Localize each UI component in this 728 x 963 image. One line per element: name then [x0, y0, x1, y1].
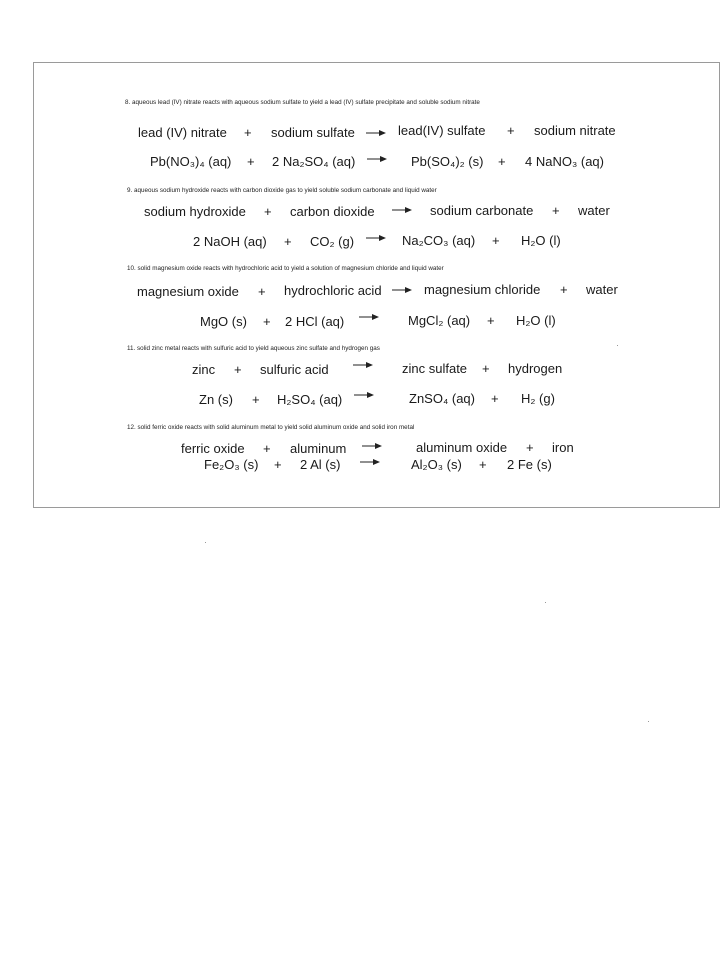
p8-formula-plus-1: + [247, 154, 255, 169]
problem-12-title: 12. solid ferric oxide reacts with solid aluminum metal to yield solid aluminum oxide and solid iron metal [127, 424, 415, 431]
p12-word-product-1: aluminum oxide [416, 440, 508, 455]
p9-formula-reactant-2: CO₂ (g) [310, 234, 355, 249]
p11-word-product-2: hydrogen [508, 361, 563, 376]
p8-formula-reactant-2: 2 Na₂SO₄ (aq) [272, 154, 356, 169]
p11-formula-reactant-1: Zn (s) [199, 392, 233, 407]
p10-formula-arrow-icon [359, 312, 379, 322]
problem-8-title: 8. aqueous lead (IV) nitrate reacts with aqueous sodium sulfate to yield a lead (IV) sulfate precipitate and soluble sodium nitrate [125, 99, 480, 106]
p11-formula-reactant-2: H₂SO₄ (aq) [277, 392, 343, 407]
p11-word-reactant-2: sulfuric acid [260, 362, 329, 377]
p9-formula-plus-2: + [492, 233, 500, 248]
p10-formula-product-1: MgCl₂ (aq) [408, 313, 471, 328]
p12-formula-arrow-icon [360, 457, 380, 467]
p9-formula-arrow-icon [366, 233, 386, 243]
p10-word-arrow-icon [392, 285, 412, 295]
p11-word-product-1: zinc sulfate [402, 361, 468, 376]
p9-formula-product-2: H₂O (l) [521, 233, 561, 248]
scan-speck [617, 345, 618, 346]
p8-formula-plus-2: + [498, 154, 506, 169]
p12-word-product-2: iron [552, 440, 574, 455]
p10-word-plus-1: + [258, 284, 266, 299]
p11-formula-product-1: ZnSO₄ (aq) [409, 391, 475, 406]
p8-word-product-1: lead(IV) sulfate [398, 123, 486, 138]
scan-speck [545, 602, 546, 603]
p11-word-plus-1: + [234, 362, 242, 377]
p9-formula-plus-1: + [284, 234, 292, 249]
p11-word-plus-2: + [482, 361, 490, 376]
problem-9-title: 9. aqueous sodium hydroxide reacts with carbon dioxide gas to yield soluble sodium carbonate and liquid water [127, 187, 437, 194]
p9-word-reactant-1: sodium hydroxide [144, 204, 246, 219]
p8-formula-arrow-icon [367, 154, 387, 164]
p9-word-reactant-2: carbon dioxide [290, 204, 375, 219]
p12-formula-reactant-2: 2 Al (s) [300, 457, 341, 472]
p10-word-reactant-1: magnesium oxide [137, 284, 239, 299]
p10-word-plus-2: + [560, 282, 568, 297]
p12-word-plus-1: + [263, 441, 271, 456]
p9-word-plus-2: + [552, 203, 560, 218]
p8-formula-reactant-1: Pb(NO₃)₄ (aq) [150, 154, 232, 169]
scan-speck [648, 721, 649, 722]
p12-formula-product-1: Al₂O₃ (s) [411, 457, 462, 472]
p12-word-reactant-2: aluminum [290, 441, 347, 456]
p8-word-product-2: sodium nitrate [534, 123, 616, 138]
p8-word-reactant-2: sodium sulfate [271, 125, 355, 140]
p10-word-product-2: water [586, 282, 618, 297]
problem-11-title: 11. solid zinc metal reacts with sulfuric acid to yield aqueous zinc sulfate and hydrogen gas [127, 345, 380, 352]
p11-formula-arrow-icon [354, 390, 374, 400]
p8-word-arrow-icon [366, 128, 386, 138]
p8-word-reactant-1: lead (IV) nitrate [138, 125, 227, 140]
p12-formula-plus-2: + [479, 457, 487, 472]
p9-word-arrow-icon [392, 205, 412, 215]
p11-formula-plus-1: + [252, 392, 260, 407]
p12-word-plus-2: + [526, 440, 534, 455]
p9-word-plus-1: + [264, 204, 272, 219]
p10-formula-reactant-2: 2 HCl (aq) [285, 314, 345, 329]
p11-formula-plus-2: + [491, 391, 499, 406]
p9-word-product-1: sodium carbonate [430, 203, 534, 218]
p10-formula-plus-2: + [487, 313, 495, 328]
p10-word-reactant-2: hydrochloric acid [284, 283, 382, 298]
p8-formula-product-1: Pb(SO₄)₂ (s) [411, 154, 484, 169]
p11-word-arrow-icon [353, 360, 373, 370]
p12-formula-plus-1: + [274, 457, 282, 472]
p8-word-plus-2: + [507, 123, 515, 138]
p11-word-reactant-1: zinc [192, 362, 216, 377]
problem-10-title: 10. solid magnesium oxide reacts with hydrochloric acid to yield a solution of magnesium chloride and liquid water [127, 265, 444, 272]
p12-formula-reactant-1: Fe₂O₃ (s) [204, 457, 259, 472]
scan-speck [205, 542, 206, 543]
p10-formula-reactant-1: MgO (s) [200, 314, 247, 329]
p9-formula-product-1: Na₂CO₃ (aq) [402, 233, 476, 248]
p12-formula-product-2: 2 Fe (s) [507, 457, 552, 472]
p8-word-plus-1: + [244, 125, 252, 140]
p10-formula-plus-1: + [263, 314, 271, 329]
p11-formula-product-2: H₂ (g) [521, 391, 555, 406]
p9-formula-reactant-1: 2 NaOH (aq) [193, 234, 267, 249]
p10-word-product-1: magnesium chloride [424, 282, 541, 297]
p10-formula-product-2: H₂O (l) [516, 313, 556, 328]
p12-word-arrow-icon [362, 441, 382, 451]
p9-word-product-2: water [578, 203, 610, 218]
p12-word-reactant-1: ferric oxide [181, 441, 245, 456]
p8-formula-product-2: 4 NaNO₃ (aq) [525, 154, 604, 169]
